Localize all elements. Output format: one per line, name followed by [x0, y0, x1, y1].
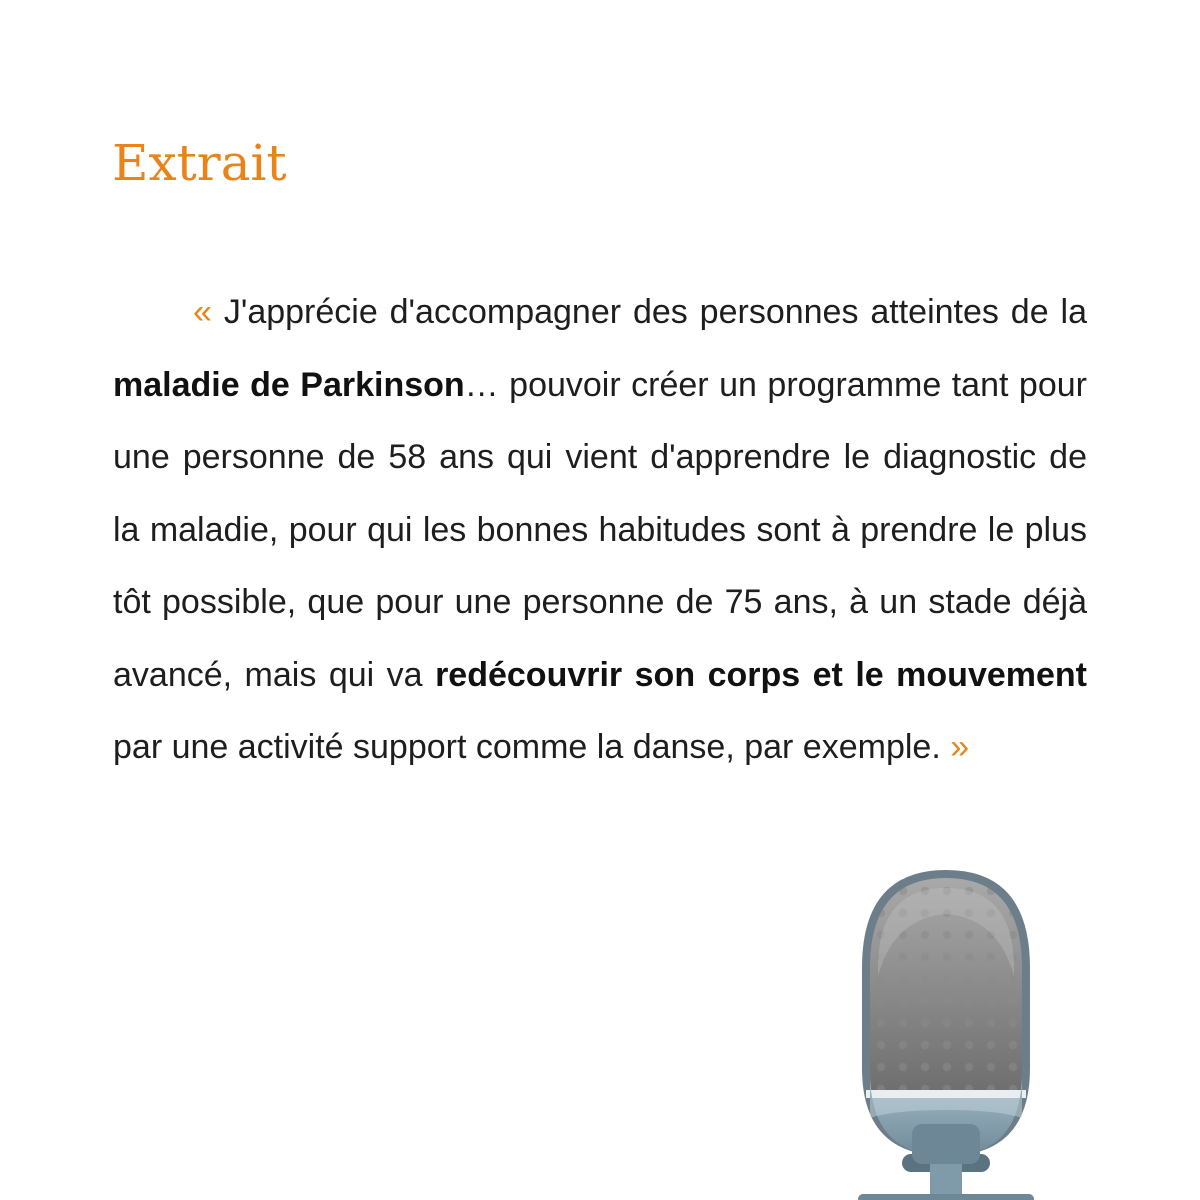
quote-text-part-3: par une activité support comme la danse, par exemple.	[113, 728, 951, 766]
quote-paragraph	[113, 276, 1087, 784]
opening-quote-mark: «	[193, 293, 212, 331]
microphone-icon	[848, 858, 1044, 1200]
quote-text-part-2: … pouvoir créer un programme tant pour une personne de 58 ans qui vient d'apprendre le diagnostic de la maladie, pour qui les bonnes habitudes sont à prendre le plus tôt possible, que pour une personne de 75 ans, à un stade déjà avancé, mais qui va	[113, 365, 1087, 694]
quote-bold-disease: maladie de Parkinson	[113, 365, 465, 404]
quote-bold-body-movement: redécouvrir son corps et le mouvement	[435, 655, 1087, 694]
quote-text-part-1: J'apprécie d'accompagner des personnes atteintes de la	[211, 293, 1087, 331]
page-title: Extrait	[112, 134, 287, 192]
closing-quote-mark: »	[950, 728, 970, 766]
